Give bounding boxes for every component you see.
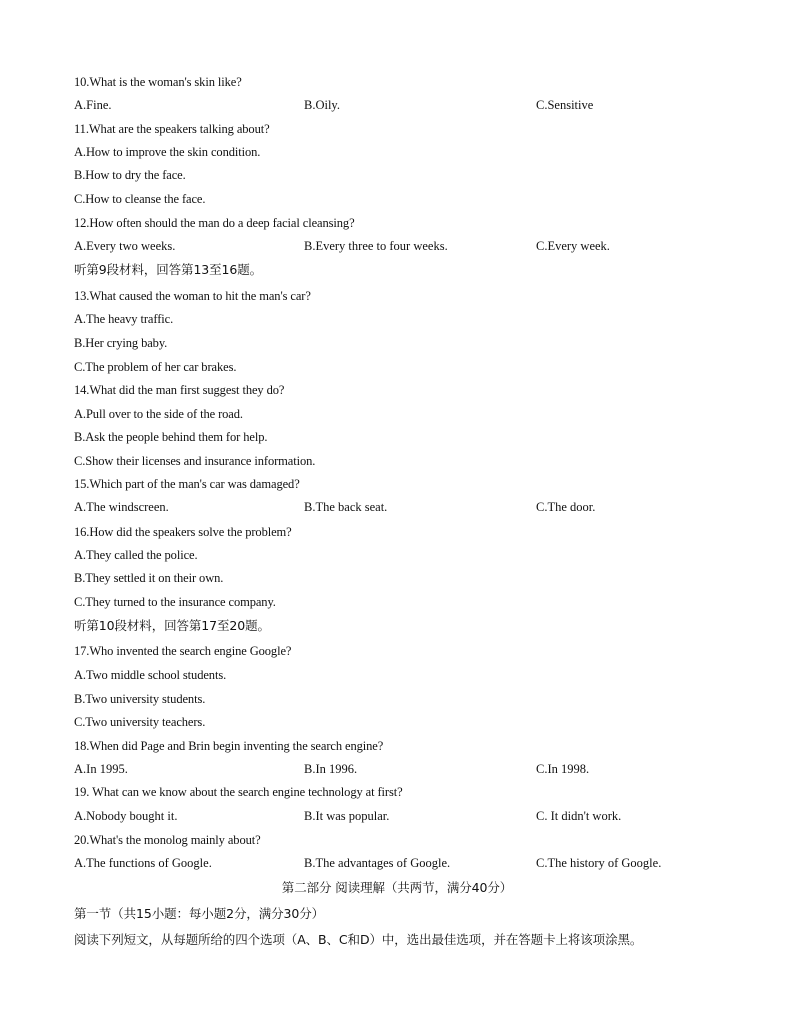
question-20-option-b: B.The advantages of Google. <box>304 856 451 870</box>
question-16-option-a: A.They called the police. <box>74 548 198 562</box>
question-13-option-a: A.The heavy traffic. <box>74 312 174 326</box>
question-13-option-b: B.Her crying baby. <box>74 336 168 350</box>
question-20-stem: 20.What's the monolog mainly about? <box>74 833 261 847</box>
question-14-option-c: C.Show their licenses and insurance information. <box>74 454 316 468</box>
question-10-option-c: C.Sensitive <box>536 98 594 112</box>
question-16-option-c: C.They turned to the insurance company. <box>74 595 276 609</box>
question-18-stem: 18.When did Page and Brin begin inventing the search engine? <box>74 739 384 753</box>
question-14-option-b: B.Ask the people behind them for help. <box>74 430 268 444</box>
question-12-stem: 12.How often should the man do a deep facial cleansing? <box>74 216 355 230</box>
question-18-option-b: B.In 1996. <box>304 762 358 776</box>
section-10-heading: 听第10段材料，回答第17至20题。 <box>74 618 270 633</box>
question-17-option-c: C.Two university teachers. <box>74 715 206 729</box>
question-10-option-a: A.Fine. <box>74 98 112 112</box>
question-15-option-c: C.The door. <box>536 500 596 514</box>
question-20-option-c: C.The history of Google. <box>536 856 662 870</box>
question-19-option-a: A.Nobody bought it. <box>74 809 178 823</box>
section-1-title: 第一节（共15小题：每小题2分，满分30分） <box>74 906 325 921</box>
question-19-option-b: B.It was popular. <box>304 809 390 823</box>
question-12-option-b: B.Every three to four weeks. <box>304 239 448 253</box>
question-11-option-c: C.How to cleanse the face. <box>74 192 206 206</box>
question-13-stem: 13.What caused the woman to hit the man's car? <box>74 289 311 303</box>
question-17-option-b: B.Two university students. <box>74 692 206 706</box>
question-16-stem: 16.How did the speakers solve the problem? <box>74 525 292 539</box>
question-14-stem: 14.What did the man first suggest they do? <box>74 383 285 397</box>
question-17-stem: 17.Who invented the search engine Google? <box>74 644 292 658</box>
question-10-stem: 10.What is the woman's skin like? <box>74 75 242 89</box>
question-15-option-a: A.The windscreen. <box>74 500 169 514</box>
part-2-title: 第二部分 阅读理解（共两节，满分40分） <box>281 880 513 895</box>
question-13-option-c: C.The problem of her car brakes. <box>74 360 237 374</box>
question-12-option-c: C.Every week. <box>536 239 610 253</box>
question-18-option-a: A.In 1995. <box>74 762 128 776</box>
question-19-stem: 19. What can we know about the search engine technology at first? <box>74 785 403 799</box>
question-10-option-b: B.Oily. <box>304 98 340 112</box>
question-11-option-a: A.How to improve the skin condition. <box>74 145 261 159</box>
question-12-option-a: A.Every two weeks. <box>74 239 176 253</box>
section-9-heading: 听第9段材料，回答第13至16题。 <box>74 262 263 277</box>
question-20-option-a: A.The functions of Google. <box>74 856 212 870</box>
question-15-option-b: B.The back seat. <box>304 500 388 514</box>
question-11-option-b: B.How to dry the face. <box>74 168 186 182</box>
question-16-option-b: B.They settled it on their own. <box>74 571 224 585</box>
question-18-option-c: C.In 1998. <box>536 762 590 776</box>
question-15-stem: 15.Which part of the man's car was damaged? <box>74 477 300 491</box>
question-17-option-a: A.Two middle school students. <box>74 668 227 682</box>
question-11-stem: 11.What are the speakers talking about? <box>74 122 270 136</box>
question-14-option-a: A.Pull over to the side of the road. <box>74 407 243 421</box>
instruction-text: 阅读下列短文，从每题所给的四个选项（A、B、C和D）中，选出最佳选项，并在答题卡上将该项涂黑。 <box>74 932 643 947</box>
question-19-option-c: C. It didn't work. <box>536 809 622 823</box>
